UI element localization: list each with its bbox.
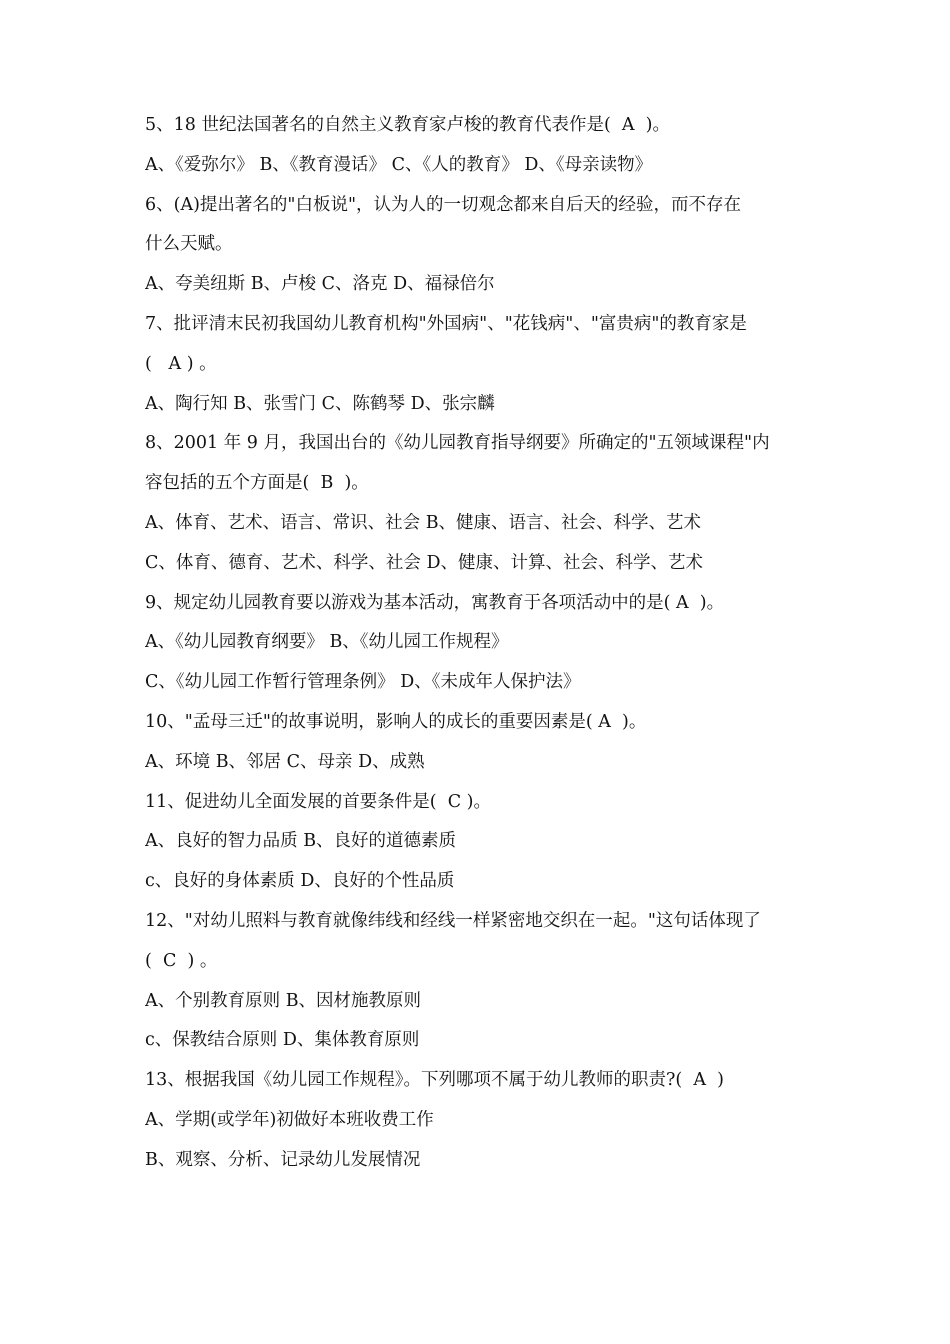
question-11-options-cd: c、良好的身体素质 D、良好的个性品质 [145, 871, 455, 892]
question-13-line: 13、根据我国《幼儿园工作规程》。下列哪项不属于幼儿教师的职责?( A ) [145, 1070, 724, 1091]
question-12-options-cd: c、保教结合原则 D、集体教育原则 [145, 1030, 420, 1051]
question-10-options: A、环境 B、邻居 C、母亲 D、成熟 [145, 751, 425, 772]
question-8-line-continued: 容包括的五个方面是( B )。 [145, 473, 369, 494]
question-9-line: 9、规定幼儿园教育要以游戏为基本活动，寓教育于各项活动中的是( A )。 [145, 592, 725, 613]
question-12-answer: ( C ) 。 [145, 950, 218, 971]
question-12-line: 12、"对幼儿照料与教育就像纬线和经线一样紧密地交织在一起。"这句话体现了 [145, 910, 761, 931]
question-11-line: 11、促进幼儿全面发展的首要条件是( C )。 [145, 791, 491, 812]
question-9-options-ab: A、《幼儿园教育纲要》 B、《幼儿园工作规程》 [145, 632, 509, 653]
question-5-line: 5、18 世纪法国著名的自然主义教育家卢梭的教育代表作是( A )。 [145, 115, 671, 135]
question-7-options: A、陶行知 B、张雪门 C、陈鹤琴 D、张宗麟 [145, 393, 495, 414]
question-11-options-ab: A、良好的智力品质 B、良好的道德素质 [145, 831, 457, 852]
question-7-answer: ( A ) 。 [145, 353, 217, 374]
question-5-options: A、《爱弥尔》 B、《教育漫话》 C、《人的教育》 D、《母亲读物》 [145, 154, 653, 175]
question-6-line-continued: 什么天赋。 [145, 234, 233, 255]
question-6-line: 6、(A)提出著名的"白板说"，认为人的一切观念都来自后天的经验，而不存在 [145, 194, 742, 215]
question-13-option-b: B、观察、分析、记录幼儿发展情况 [145, 1149, 421, 1170]
question-7-line: 7、批评清末民初我国幼儿教育机构"外国病"、"花钱病"、"富贵病"的教育家是 [145, 313, 747, 334]
question-12-options-ab: A、个别教育原则 B、因材施教原则 [145, 990, 422, 1011]
question-8-line: 8、2001 年 9 月，我国出台的《幼儿园教育指导纲要》所确定的"五领域课程"内 [145, 433, 770, 454]
question-8-options-cd: C、体育、德育、艺术、科学、社会 D、健康、计算、社会、科学、艺术 [145, 552, 703, 573]
question-8-options-ab: A、体育、艺术、语言、常识、社会 B、健康、语言、社会、科学、艺术 [145, 512, 702, 533]
question-10-line: 10、"孟母三迁"的故事说明，影响人的成长的重要因素是( A )。 [145, 711, 647, 732]
question-6-options: A、夸美纽斯 B、卢梭 C、洛克 D、福禄倍尔 [145, 274, 495, 295]
question-9-options-cd: C、《幼儿园工作暂行管理条例》 D、《未成年人保护法》 [145, 672, 581, 693]
document-body [145, 111, 815, 1186]
question-13-option-a: A、学期(或学年)初做好本班收费工作 [145, 1109, 434, 1130]
